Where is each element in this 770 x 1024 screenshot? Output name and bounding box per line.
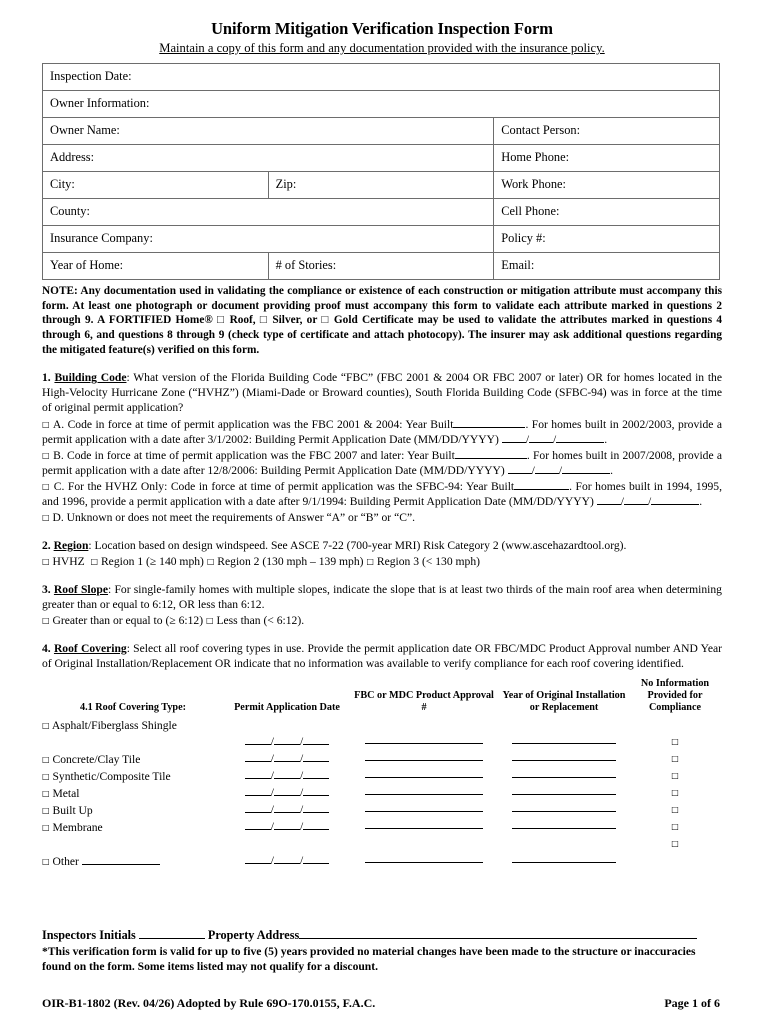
section-1-option-c-text1: C. For the HVHZ Only: Code in force at time of permit application was the SFBC-94: Year Built <box>53 479 515 493</box>
column-header-permit-application-date: Permit Application Date <box>234 702 340 714</box>
section-3-roof-slope <box>42 582 722 612</box>
column-header-product-approval: FBC or MDC Product Approval # <box>354 690 494 714</box>
other-roof-type-input[interactable] <box>82 855 160 865</box>
permit-date-input[interactable]: / / <box>224 820 350 837</box>
checkbox-icon[interactable]: □ <box>671 753 679 763</box>
inspectors-initials-input[interactable] <box>139 929 205 939</box>
date-day-blank[interactable] <box>624 495 648 505</box>
roof-type-membrane[interactable] <box>42 820 224 837</box>
checkbox-icon[interactable]: □ <box>42 754 50 764</box>
table-row <box>43 198 720 225</box>
field-county[interactable]: County: <box>43 198 494 225</box>
roof-type-asphalt-fiberglass-shingle[interactable] <box>42 718 224 752</box>
checkbox-icon[interactable]: □ <box>671 770 679 780</box>
field-zip[interactable]: Zip: <box>268 171 494 198</box>
permit-date-input[interactable]: / / <box>224 854 350 871</box>
date-day-blank[interactable] <box>529 433 553 443</box>
field-policy-number[interactable]: Policy #: <box>494 225 720 252</box>
roof-type-synthetic-composite-tile[interactable] <box>42 769 224 786</box>
section-1-heading: Building Code <box>54 371 127 385</box>
checkbox-icon[interactable]: □ <box>671 804 679 814</box>
table-row-spacer <box>42 837 720 854</box>
table-row <box>42 854 720 871</box>
section-4-number: 4. <box>42 642 51 656</box>
spacer-cell <box>224 718 350 735</box>
section-1-option-b-text1: B. Code in force at time of permit application was the FBC 2007 and later: Year Built <box>53 448 455 462</box>
checkbox-icon[interactable]: □ <box>42 822 50 832</box>
no-information-checkbox-cell[interactable] <box>630 837 720 854</box>
spacer-cell <box>224 837 350 854</box>
product-approval-input[interactable] <box>350 803 498 820</box>
spacer-cell <box>498 837 630 854</box>
table-row <box>43 171 720 198</box>
spacer-cell <box>42 837 224 854</box>
date-month-blank[interactable] <box>597 495 621 505</box>
section-2-number: 2. <box>42 538 51 552</box>
field-inspection-date[interactable]: Inspection Date: <box>43 63 720 90</box>
roof-type-label: Other <box>52 854 79 868</box>
no-information-checkbox-cell[interactable] <box>630 769 720 786</box>
section-1-building-code <box>42 370 722 415</box>
section-4-heading: Roof Covering <box>53 642 127 656</box>
section-2-options <box>42 554 722 569</box>
inspector-signature-line <box>42 928 720 943</box>
table-row <box>43 144 720 171</box>
section-1-option-a-text2: . For homes built in 2002/2003, provide a permit application with a date after 3/1/2002: Building Permit Application Date (MM/DD/YYYY) <box>42 417 722 446</box>
page-subtitle-text: Maintain a copy of this form and any documentation provided with the insurance policy. <box>159 41 605 56</box>
property-address-input[interactable] <box>299 929 697 939</box>
field-number-of-stories[interactable]: # of Stories: <box>268 252 494 279</box>
section-3-options <box>42 613 722 628</box>
field-owner-information[interactable]: Owner Information: <box>43 90 720 117</box>
year-installation-input[interactable] <box>498 854 630 871</box>
checkbox-icon[interactable]: □ <box>205 616 214 626</box>
permit-date-input[interactable]: / / <box>224 752 350 769</box>
roof-type-built-up[interactable] <box>42 803 224 820</box>
roof-type-label: Built Up <box>52 803 93 817</box>
form-identifier: OIR-B1-1802 (Rev. 04/26) Adopted by Rule 69O-170.0155, F.A.C. <box>42 996 376 1011</box>
year-installation-input[interactable] <box>498 752 630 769</box>
section-4-roof-covering <box>42 641 722 671</box>
page-title: Uniform Mitigation Verification Inspection Form <box>211 19 553 38</box>
table-row <box>42 752 720 769</box>
field-year-of-home[interactable]: Year of Home: <box>43 252 269 279</box>
product-approval-input[interactable] <box>350 735 498 752</box>
validity-note: *This verification form is valid for up to five (5) years provided no material changes have been made to the structure or inaccuracies found on the form. Some items listed may not qualify for a discount. <box>42 944 696 974</box>
checkbox-icon[interactable]: □ <box>671 838 679 848</box>
page-number: Page 1 of 6 <box>664 996 720 1011</box>
column-header-year-of-original-installation: Year of Original Installation or Replacement <box>502 690 626 714</box>
form-page <box>42 0 722 1024</box>
no-information-checkbox-cell[interactable] <box>630 786 720 803</box>
year-installation-input[interactable] <box>498 769 630 786</box>
section-1-number: 1. <box>42 371 51 385</box>
section-2-prompt: : Location based on design windspeed. See ASCE 7-22 (700-year MRI) Risk Category 2 (www.ascehazardtool.org). <box>88 538 627 552</box>
checkbox-icon[interactable]: □ <box>42 788 50 798</box>
field-home-phone[interactable]: Home Phone: <box>494 144 720 171</box>
checkbox-icon[interactable]: □ <box>42 616 50 626</box>
spacer-cell <box>350 718 498 735</box>
roof-covering-table <box>42 677 720 870</box>
permit-date-input[interactable]: / / <box>224 769 350 786</box>
roof-type-label: Asphalt/Fiberglass Shingle <box>51 718 177 732</box>
no-information-checkbox-cell[interactable] <box>630 735 720 752</box>
year-installation-input[interactable] <box>498 803 630 820</box>
date-year-blank[interactable] <box>651 495 699 505</box>
year-built-blank[interactable] <box>453 418 525 428</box>
table-row <box>42 718 720 735</box>
table-row <box>43 63 720 90</box>
checkbox-icon[interactable]: □ <box>42 557 50 567</box>
product-approval-input[interactable] <box>350 854 498 871</box>
checkbox-icon[interactable]: □ <box>366 557 374 567</box>
permit-date-input[interactable]: / / <box>224 786 350 803</box>
year-installation-input[interactable] <box>498 786 630 803</box>
spacer-cell <box>630 718 720 735</box>
table-row <box>42 820 720 837</box>
checkbox-icon[interactable]: □ <box>42 805 50 815</box>
roof-type-label: Synthetic/Composite Tile <box>52 769 171 783</box>
owner-information-table-body <box>43 63 720 279</box>
field-cell-phone[interactable]: Cell Phone: <box>494 198 720 225</box>
roof-type-other[interactable] <box>42 854 224 871</box>
section-1-option-a-text1: A. Code in force at time of permit application was the FBC 2001 & 2004: Year Built <box>52 417 454 431</box>
checkbox-icon[interactable]: □ <box>671 787 679 797</box>
checkbox-icon[interactable]: □ <box>42 512 50 522</box>
roof-covering-table-body <box>42 718 720 871</box>
footer-meta-row <box>42 996 720 1024</box>
field-address[interactable]: Address: <box>43 144 494 171</box>
owner-information-table <box>42 63 720 280</box>
roof-type-label: Concrete/Clay Tile <box>52 752 141 766</box>
table-row <box>43 225 720 252</box>
column-header-roof-covering-type: 4.1 Roof Covering Type: <box>79 702 187 714</box>
checkbox-icon[interactable]: □ <box>42 720 50 730</box>
product-approval-input[interactable] <box>350 769 498 786</box>
spacer-cell <box>630 854 720 871</box>
table-row <box>42 769 720 786</box>
product-approval-input[interactable] <box>350 752 498 769</box>
year-built-blank[interactable] <box>514 480 569 490</box>
field-insurance-company[interactable]: Insurance Company: <box>43 225 494 252</box>
section-1-option-c[interactable]: □ C. For the HVHZ Only: Code in force at time of permit application was the SFBC-94: Year Built . For homes built in 1994, 1995, and 1996, provide a permit application with a date after 9/1/1994: Building Permit Application Date (MM/DD/YYYY) / / . <box>42 479 722 508</box>
field-city[interactable]: City: <box>43 171 269 198</box>
section-2-option-hvhz[interactable]: HVHZ <box>52 555 85 569</box>
date-year-blank[interactable] <box>562 464 610 474</box>
field-contact-person[interactable]: Contact Person: <box>494 117 720 144</box>
page-footer <box>42 928 720 1024</box>
checkbox-icon[interactable]: □ <box>90 557 99 567</box>
checkbox-icon[interactable]: □ <box>42 419 51 429</box>
section-3-prompt: : For single-family homes with multiple slopes, indicate the slope that is at least two thirds of the main roof area when determining greater than or equal to 6:12, OR less than 6:12. <box>42 583 722 612</box>
roof-type-metal[interactable] <box>42 786 224 803</box>
table-row <box>42 803 720 820</box>
section-3-option-less[interactable]: Less than (< 6:12). <box>216 614 305 628</box>
date-month-blank[interactable] <box>502 433 526 443</box>
table-row <box>43 90 720 117</box>
roof-type-label: Metal <box>52 786 80 800</box>
table-row <box>42 786 720 803</box>
checkbox-icon[interactable]: □ <box>671 736 679 746</box>
product-approval-input[interactable] <box>350 786 498 803</box>
checkbox-icon[interactable]: □ <box>42 481 51 491</box>
no-information-checkbox-cell[interactable] <box>630 820 720 837</box>
section-1-prompt: : What version of the Florida Building Code “FBC” (FBC 2001 & 2004 OR FBC 2007 or later) OR for homes located in the High-Velocity Hurricane Zone (“HVHZ”) (Miami-Dade or Broward counties), South Florida Building Code (SFBC-94) was in force at the time of original permit application? <box>42 371 722 415</box>
section-4-prompt: : Select all roof covering types in use. Provide the permit application date OR FBC/MDC Product Approval number AND Year of Original Installation/Replacement OR indicate that no information was available to verify compliance for each roof covering identified. <box>42 642 723 671</box>
spacer-cell <box>498 718 630 735</box>
year-built-blank[interactable] <box>455 449 527 459</box>
section-2-region <box>42 538 722 553</box>
roof-covering-table-head <box>42 677 720 717</box>
field-work-phone[interactable]: Work Phone: <box>494 171 720 198</box>
page-subtitle <box>42 42 722 56</box>
no-information-checkbox-cell[interactable] <box>630 803 720 820</box>
roof-type-concrete-clay-tile[interactable] <box>42 752 224 769</box>
checkbox-icon[interactable]: □ <box>42 450 50 460</box>
date-month-blank[interactable] <box>508 464 532 474</box>
section-2-heading: Region <box>53 538 89 552</box>
spacer-cell <box>350 837 498 854</box>
roof-type-label: Membrane <box>52 820 103 834</box>
date-year-blank[interactable] <box>556 433 604 443</box>
property-address-label: Property Address <box>207 928 300 943</box>
table-header-row <box>42 677 720 717</box>
product-approval-input[interactable] <box>350 820 498 837</box>
checkbox-icon[interactable]: □ <box>42 771 50 781</box>
section-2-option-region-3[interactable]: Region 3 (< 130 mph) <box>376 555 481 569</box>
section-3-heading: Roof Slope <box>53 583 109 597</box>
permit-date-input[interactable]: / / <box>224 735 350 752</box>
section-3-number: 3. <box>42 583 51 597</box>
section-3-option-greater[interactable]: Greater than or equal to (≥ 6:12) <box>52 614 204 628</box>
section-1-option-d-text: D. Unknown or does not meet the requirements of Answer “A” or “B” or “C”. <box>52 510 415 524</box>
checkbox-icon[interactable]: □ <box>206 557 215 567</box>
section-1-option-c-text2: . For homes built in 1994, 1995, and 1996, provide a permit application with a date after 9/1/1994: Building Permit Application Date (MM/DD/YYYY) <box>42 479 722 508</box>
section-1-option-a[interactable]: □ A. Code in force at time of permit application was the FBC 2001 & 2004: Year Built . For homes built in 2002/2003, provide a permit application with a date after 3/1/2002: Building Permit Application Date (MM/DD/YYYY) / / . <box>42 417 722 446</box>
column-header-no-information: No Information Provided for Compliance <box>640 678 710 714</box>
table-row <box>43 252 720 279</box>
section-2-option-region-1[interactable]: Region 1 (≥ 140 mph) <box>100 555 204 569</box>
inspectors-initials-label: Inspectors Initials <box>42 928 136 943</box>
section-1-option-b[interactable]: □ B. Code in force at time of permit application was the FBC 2007 and later: Year Built . For homes built in 2007/2008, provide a permit application with a date after 12/8/2006: Building Permit Application Date (MM/DD/YYYY) / / . <box>42 448 722 477</box>
year-installation-input[interactable] <box>498 820 630 837</box>
permit-date-input[interactable]: / / <box>224 803 350 820</box>
field-owner-name[interactable]: Owner Name: <box>43 117 494 144</box>
checkbox-icon[interactable]: □ <box>42 856 50 866</box>
table-row <box>43 117 720 144</box>
section-1-option-d[interactable] <box>42 510 722 525</box>
note-paragraph: NOTE: Any documentation used in validating the compliance or existence of each construction or mitigation attribute must accompany this form. At least one photograph or document providing proof must accompany this form to validate each attribute marked in questions 2 through 9. A FORTIFIED Home® □ Roof, □ Silver, or □ Gold Certificate may be used to validate the attributes marked in questions 4 through 6, and questions 8 through 9 (check type of certificate and attach photocopy). The insurer may ask additional questions regarding the mitigated feature(s) verified on this form. <box>42 284 722 356</box>
no-information-checkbox-cell[interactable] <box>630 752 720 769</box>
roof-covering-table-wrap <box>42 677 722 870</box>
checkbox-icon[interactable]: □ <box>671 821 679 831</box>
year-installation-input[interactable] <box>498 735 630 752</box>
date-day-blank[interactable] <box>535 464 559 474</box>
section-2-option-region-2[interactable]: Region 2 (130 mph – 139 mph) <box>217 555 364 569</box>
field-email[interactable]: Email: <box>494 252 720 279</box>
section-1-option-b-text2: . For homes built in 2007/2008, provide a permit application with a date after 12/8/2006: Building Permit Application Date (MM/DD/YYYY) <box>42 448 722 477</box>
